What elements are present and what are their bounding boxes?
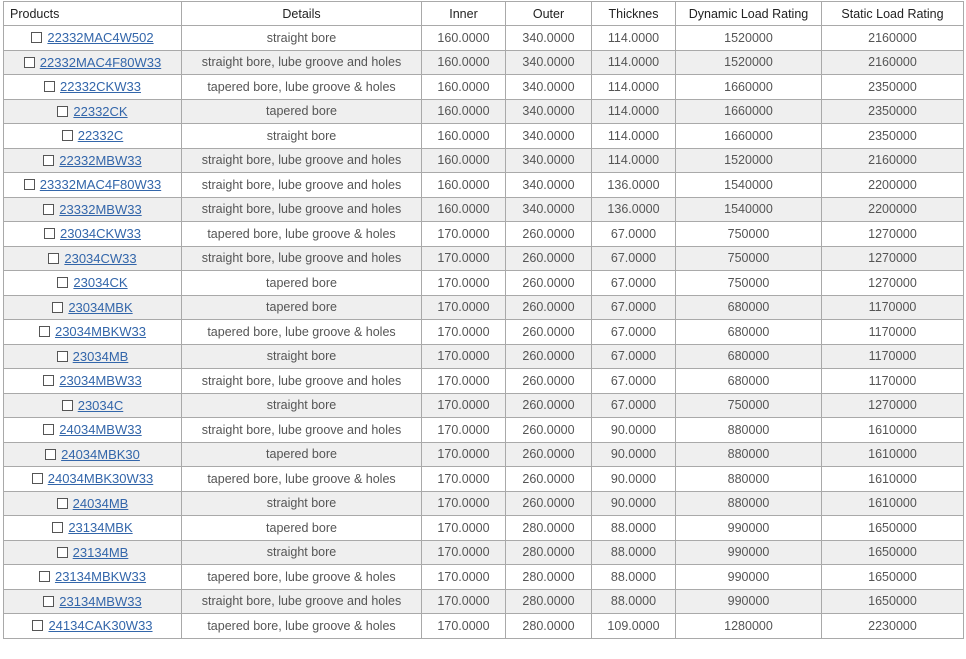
- details-cell: straight bore, lube groove and holes: [182, 246, 422, 271]
- product-link[interactable]: 24034MBK30W33: [47, 471, 154, 487]
- product-link[interactable]: 23134MBKW33: [54, 569, 147, 585]
- thickness-cell: 90.0000: [592, 418, 676, 443]
- static-load-rating-cell: 1170000: [822, 344, 964, 369]
- dynamic-load-rating-cell: 880000: [676, 418, 822, 443]
- static-load-rating-cell: 2350000: [822, 99, 964, 124]
- details-cell: tapered bore: [182, 99, 422, 124]
- dynamic-load-rating-cell: 880000: [676, 491, 822, 516]
- product-cell: [4, 393, 182, 418]
- inner-diameter-cell: 170.0000: [422, 222, 506, 247]
- details-cell: straight bore, lube groove and holes: [182, 50, 422, 75]
- details-cell: straight bore, lube groove and holes: [182, 589, 422, 614]
- outer-diameter-cell: 260.0000: [506, 320, 592, 345]
- thickness-cell: 136.0000: [592, 197, 676, 222]
- row-select-checkbox[interactable]: [48, 253, 59, 264]
- product-cell: [4, 124, 182, 149]
- details-cell: straight bore: [182, 124, 422, 149]
- table-row: [4, 540, 964, 565]
- static-load-rating-cell: 2350000: [822, 124, 964, 149]
- product-cell: [4, 344, 182, 369]
- inner-diameter-cell: 170.0000: [422, 589, 506, 614]
- dynamic-load-rating-cell: 750000: [676, 393, 822, 418]
- inner-diameter-cell: 170.0000: [422, 516, 506, 541]
- product-cell: [4, 467, 182, 492]
- dynamic-load-rating-cell: 990000: [676, 565, 822, 590]
- table-row: [4, 124, 964, 149]
- outer-diameter-cell: 280.0000: [506, 614, 592, 639]
- product-cell: [4, 295, 182, 320]
- dynamic-load-rating-cell: 1520000: [676, 26, 822, 51]
- product-cell: [4, 222, 182, 247]
- dynamic-load-rating-cell: 1540000: [676, 197, 822, 222]
- product-link[interactable]: 23034C: [77, 397, 124, 413]
- static-load-rating-cell: 1270000: [822, 246, 964, 271]
- row-select-checkbox[interactable]: [52, 302, 63, 313]
- inner-diameter-cell: 170.0000: [422, 295, 506, 320]
- dynamic-load-rating-cell: 880000: [676, 442, 822, 467]
- product-cell: [4, 589, 182, 614]
- thickness-cell: 114.0000: [592, 75, 676, 100]
- row-select-checkbox[interactable]: [57, 498, 68, 509]
- table-row: [4, 418, 964, 443]
- thickness-cell: 114.0000: [592, 99, 676, 124]
- inner-diameter-cell: 170.0000: [422, 442, 506, 467]
- dynamic-load-rating-cell: 1520000: [676, 148, 822, 173]
- thickness-cell: 114.0000: [592, 26, 676, 51]
- details-cell: tapered bore, lube groove & holes: [182, 467, 422, 492]
- table-row: [4, 369, 964, 394]
- product-link[interactable]: 24034MB: [72, 495, 129, 511]
- product-link[interactable]: 23332MAC4F80W33: [39, 177, 162, 193]
- product-cell: [4, 173, 182, 198]
- outer-diameter-cell: 280.0000: [506, 565, 592, 590]
- dynamic-load-rating-cell: 1660000: [676, 124, 822, 149]
- product-link[interactable]: 23034CW33: [64, 250, 137, 266]
- row-select-checkbox[interactable]: [31, 32, 42, 43]
- table-row: [4, 393, 964, 418]
- details-cell: tapered bore, lube groove & holes: [182, 222, 422, 247]
- product-cell: [4, 148, 182, 173]
- details-cell: straight bore, lube groove and holes: [182, 148, 422, 173]
- static-load-rating-cell: 2230000: [822, 614, 964, 639]
- header-inner[interactable]: Inner: [422, 2, 506, 26]
- product-link[interactable]: 24134CAK30W33: [48, 618, 153, 634]
- table-row: [4, 589, 964, 614]
- product-link[interactable]: 23134MB: [72, 544, 129, 560]
- thickness-cell: 90.0000: [592, 491, 676, 516]
- product-cell: [4, 26, 182, 51]
- outer-diameter-cell: 260.0000: [506, 295, 592, 320]
- row-select-checkbox[interactable]: [52, 522, 63, 533]
- dynamic-load-rating-cell: 680000: [676, 369, 822, 394]
- inner-diameter-cell: 160.0000: [422, 173, 506, 198]
- inner-diameter-cell: 170.0000: [422, 271, 506, 296]
- outer-diameter-cell: 280.0000: [506, 589, 592, 614]
- static-load-rating-cell: 1610000: [822, 467, 964, 492]
- product-cell: [4, 540, 182, 565]
- row-select-checkbox[interactable]: [62, 130, 73, 141]
- row-select-checkbox[interactable]: [43, 424, 54, 435]
- inner-diameter-cell: 160.0000: [422, 124, 506, 149]
- product-cell: [4, 369, 182, 394]
- dynamic-load-rating-cell: 680000: [676, 344, 822, 369]
- table-header: [4, 2, 964, 26]
- header-thickness[interactable]: Thicknes: [592, 2, 676, 26]
- product-link[interactable]: 24034MBK30: [61, 446, 140, 462]
- table-row: [4, 442, 964, 467]
- thickness-cell: 90.0000: [592, 442, 676, 467]
- header-row: [4, 2, 964, 26]
- static-load-rating-cell: 2200000: [822, 197, 964, 222]
- dynamic-load-rating-cell: 1660000: [676, 99, 822, 124]
- product-link[interactable]: 23034MBK: [68, 299, 133, 315]
- dynamic-load-rating-cell: 1660000: [676, 75, 822, 100]
- outer-diameter-cell: 260.0000: [506, 442, 592, 467]
- outer-diameter-cell: 280.0000: [506, 540, 592, 565]
- outer-diameter-cell: 260.0000: [506, 271, 592, 296]
- product-cell: [4, 565, 182, 590]
- thickness-cell: 136.0000: [592, 173, 676, 198]
- outer-diameter-cell: 340.0000: [506, 124, 592, 149]
- details-cell: tapered bore: [182, 295, 422, 320]
- dynamic-load-rating-cell: 880000: [676, 467, 822, 492]
- details-cell: tapered bore, lube groove & holes: [182, 614, 422, 639]
- product-link[interactable]: 24034MBW33: [59, 422, 142, 438]
- thickness-cell: 114.0000: [592, 50, 676, 75]
- thickness-cell: 67.0000: [592, 246, 676, 271]
- static-load-rating-cell: 1650000: [822, 540, 964, 565]
- row-select-checkbox[interactable]: [43, 204, 54, 215]
- product-cell: [4, 442, 182, 467]
- outer-diameter-cell: 260.0000: [506, 491, 592, 516]
- outer-diameter-cell: 260.0000: [506, 418, 592, 443]
- table-row: [4, 491, 964, 516]
- product-cell: [4, 614, 182, 639]
- inner-diameter-cell: 170.0000: [422, 418, 506, 443]
- product-link[interactable]: 23034MBW33: [59, 373, 142, 389]
- product-cell: [4, 320, 182, 345]
- inner-diameter-cell: 170.0000: [422, 246, 506, 271]
- thickness-cell: 90.0000: [592, 467, 676, 492]
- thickness-cell: 88.0000: [592, 540, 676, 565]
- table-body: [4, 26, 964, 639]
- thickness-cell: 109.0000: [592, 614, 676, 639]
- table-row: [4, 516, 964, 541]
- thickness-cell: 67.0000: [592, 271, 676, 296]
- row-select-checkbox[interactable]: [57, 547, 68, 558]
- static-load-rating-cell: 1170000: [822, 369, 964, 394]
- dynamic-load-rating-cell: 990000: [676, 516, 822, 541]
- thickness-cell: 88.0000: [592, 565, 676, 590]
- details-cell: straight bore, lube groove and holes: [182, 197, 422, 222]
- inner-diameter-cell: 160.0000: [422, 75, 506, 100]
- dynamic-load-rating-cell: 1280000: [676, 614, 822, 639]
- product-cell: [4, 99, 182, 124]
- row-select-checkbox[interactable]: [43, 155, 54, 166]
- outer-diameter-cell: 340.0000: [506, 197, 592, 222]
- product-cell: [4, 418, 182, 443]
- product-link[interactable]: 22332MBW33: [59, 152, 142, 168]
- product-cell: [4, 50, 182, 75]
- inner-diameter-cell: 170.0000: [422, 565, 506, 590]
- table-row: [4, 50, 964, 75]
- row-select-checkbox[interactable]: [57, 106, 68, 117]
- product-link[interactable]: 22332MAC4W502: [47, 30, 154, 46]
- product-link[interactable]: 23034CKW33: [60, 226, 141, 242]
- product-link[interactable]: 23134MBW33: [59, 593, 142, 609]
- details-cell: tapered bore: [182, 442, 422, 467]
- thickness-cell: 67.0000: [592, 344, 676, 369]
- row-select-checkbox[interactable]: [43, 596, 54, 607]
- static-load-rating-cell: 2350000: [822, 75, 964, 100]
- static-load-rating-cell: 1170000: [822, 320, 964, 345]
- details-cell: straight bore, lube groove and holes: [182, 418, 422, 443]
- details-cell: tapered bore: [182, 516, 422, 541]
- inner-diameter-cell: 170.0000: [422, 467, 506, 492]
- dynamic-load-rating-cell: 750000: [676, 246, 822, 271]
- outer-diameter-cell: 260.0000: [506, 467, 592, 492]
- details-cell: straight bore: [182, 26, 422, 51]
- details-cell: straight bore: [182, 491, 422, 516]
- thickness-cell: 67.0000: [592, 320, 676, 345]
- static-load-rating-cell: 1650000: [822, 565, 964, 590]
- outer-diameter-cell: 280.0000: [506, 516, 592, 541]
- inner-diameter-cell: 170.0000: [422, 540, 506, 565]
- product-cell: [4, 197, 182, 222]
- row-select-checkbox[interactable]: [44, 228, 55, 239]
- thickness-cell: 114.0000: [592, 124, 676, 149]
- row-select-checkbox[interactable]: [24, 179, 35, 190]
- product-link[interactable]: 22332CKW33: [60, 79, 141, 95]
- static-load-rating-cell: 1270000: [822, 393, 964, 418]
- static-load-rating-cell: 1610000: [822, 491, 964, 516]
- dynamic-load-rating-cell: 1540000: [676, 173, 822, 198]
- details-cell: straight bore: [182, 540, 422, 565]
- details-cell: tapered bore: [182, 271, 422, 296]
- details-cell: tapered bore, lube groove & holes: [182, 75, 422, 100]
- thickness-cell: 114.0000: [592, 148, 676, 173]
- product-link[interactable]: 23034CK: [73, 275, 128, 291]
- product-link[interactable]: 23034MB: [72, 348, 129, 364]
- table-row: [4, 467, 964, 492]
- static-load-rating-cell: 1270000: [822, 271, 964, 296]
- table-row: [4, 197, 964, 222]
- details-cell: tapered bore, lube groove & holes: [182, 565, 422, 590]
- table-row: [4, 26, 964, 51]
- details-cell: straight bore: [182, 344, 422, 369]
- static-load-rating-cell: 2160000: [822, 26, 964, 51]
- dynamic-load-rating-cell: 680000: [676, 320, 822, 345]
- product-link[interactable]: 23034MBKW33: [54, 324, 147, 340]
- row-select-checkbox[interactable]: [39, 326, 50, 337]
- table-row: [4, 99, 964, 124]
- table-row: [4, 565, 964, 590]
- row-select-checkbox[interactable]: [57, 277, 68, 288]
- outer-diameter-cell: 340.0000: [506, 148, 592, 173]
- thickness-cell: 67.0000: [592, 393, 676, 418]
- header-details[interactable]: Details: [182, 2, 422, 26]
- product-cell: [4, 75, 182, 100]
- outer-diameter-cell: 260.0000: [506, 344, 592, 369]
- inner-diameter-cell: 170.0000: [422, 393, 506, 418]
- outer-diameter-cell: 260.0000: [506, 246, 592, 271]
- inner-diameter-cell: 160.0000: [422, 197, 506, 222]
- dynamic-load-rating-cell: 680000: [676, 295, 822, 320]
- header-dynamic-load-rating[interactable]: Dynamic Load Rating: [676, 2, 822, 26]
- table-row: [4, 222, 964, 247]
- product-cell: [4, 491, 182, 516]
- inner-diameter-cell: 160.0000: [422, 148, 506, 173]
- row-select-checkbox[interactable]: [44, 81, 55, 92]
- static-load-rating-cell: 2160000: [822, 148, 964, 173]
- thickness-cell: 67.0000: [592, 222, 676, 247]
- table-row: [4, 320, 964, 345]
- outer-diameter-cell: 260.0000: [506, 369, 592, 394]
- product-cell: [4, 271, 182, 296]
- row-select-checkbox[interactable]: [32, 620, 43, 631]
- row-select-checkbox[interactable]: [43, 375, 54, 386]
- outer-diameter-cell: 340.0000: [506, 50, 592, 75]
- product-link[interactable]: 22332MAC4F80W33: [39, 54, 162, 70]
- table-row: [4, 173, 964, 198]
- dynamic-load-rating-cell: 990000: [676, 589, 822, 614]
- table-row: [4, 271, 964, 296]
- static-load-rating-cell: 1170000: [822, 295, 964, 320]
- dynamic-load-rating-cell: 750000: [676, 271, 822, 296]
- static-load-rating-cell: 1650000: [822, 589, 964, 614]
- thickness-cell: 67.0000: [592, 295, 676, 320]
- details-cell: tapered bore, lube groove & holes: [182, 320, 422, 345]
- inner-diameter-cell: 170.0000: [422, 320, 506, 345]
- outer-diameter-cell: 340.0000: [506, 26, 592, 51]
- thickness-cell: 67.0000: [592, 369, 676, 394]
- product-cell: [4, 246, 182, 271]
- table-row: [4, 344, 964, 369]
- static-load-rating-cell: 1650000: [822, 516, 964, 541]
- inner-diameter-cell: 170.0000: [422, 491, 506, 516]
- table-row: [4, 614, 964, 639]
- thickness-cell: 88.0000: [592, 516, 676, 541]
- inner-diameter-cell: 170.0000: [422, 614, 506, 639]
- table-row: [4, 246, 964, 271]
- outer-diameter-cell: 260.0000: [506, 222, 592, 247]
- dynamic-load-rating-cell: 990000: [676, 540, 822, 565]
- inner-diameter-cell: 170.0000: [422, 344, 506, 369]
- inner-diameter-cell: 170.0000: [422, 369, 506, 394]
- product-link[interactable]: 22332C: [77, 128, 124, 144]
- outer-diameter-cell: 340.0000: [506, 173, 592, 198]
- product-link[interactable]: 22332CK: [73, 103, 128, 119]
- outer-diameter-cell: 340.0000: [506, 75, 592, 100]
- details-cell: straight bore, lube groove and holes: [182, 173, 422, 198]
- header-outer[interactable]: Outer: [506, 2, 592, 26]
- product-cell: [4, 516, 182, 541]
- inner-diameter-cell: 160.0000: [422, 50, 506, 75]
- product-link[interactable]: 23332MBW33: [59, 201, 142, 217]
- details-cell: straight bore: [182, 393, 422, 418]
- static-load-rating-cell: 2160000: [822, 50, 964, 75]
- static-load-rating-cell: 2200000: [822, 173, 964, 198]
- product-link[interactable]: 23134MBK: [68, 520, 133, 536]
- row-select-checkbox[interactable]: [24, 57, 35, 68]
- static-load-rating-cell: 1610000: [822, 418, 964, 443]
- table-row: [4, 148, 964, 173]
- row-select-checkbox[interactable]: [45, 449, 56, 460]
- thickness-cell: 88.0000: [592, 589, 676, 614]
- static-load-rating-cell: 1270000: [822, 222, 964, 247]
- details-cell: straight bore, lube groove and holes: [182, 369, 422, 394]
- row-select-checkbox[interactable]: [57, 351, 68, 362]
- bearing-products-table: [3, 1, 964, 639]
- table-row: [4, 75, 964, 100]
- dynamic-load-rating-cell: 1520000: [676, 50, 822, 75]
- inner-diameter-cell: 160.0000: [422, 99, 506, 124]
- static-load-rating-cell: 1610000: [822, 442, 964, 467]
- header-products[interactable]: Products: [4, 2, 182, 26]
- inner-diameter-cell: 160.0000: [422, 26, 506, 51]
- outer-diameter-cell: 340.0000: [506, 99, 592, 124]
- header-static-load-rating[interactable]: Static Load Rating: [822, 2, 964, 26]
- dynamic-load-rating-cell: 750000: [676, 222, 822, 247]
- row-select-checkbox[interactable]: [32, 473, 43, 484]
- outer-diameter-cell: 260.0000: [506, 393, 592, 418]
- table-row: [4, 295, 964, 320]
- row-select-checkbox[interactable]: [62, 400, 73, 411]
- row-select-checkbox[interactable]: [39, 571, 50, 582]
